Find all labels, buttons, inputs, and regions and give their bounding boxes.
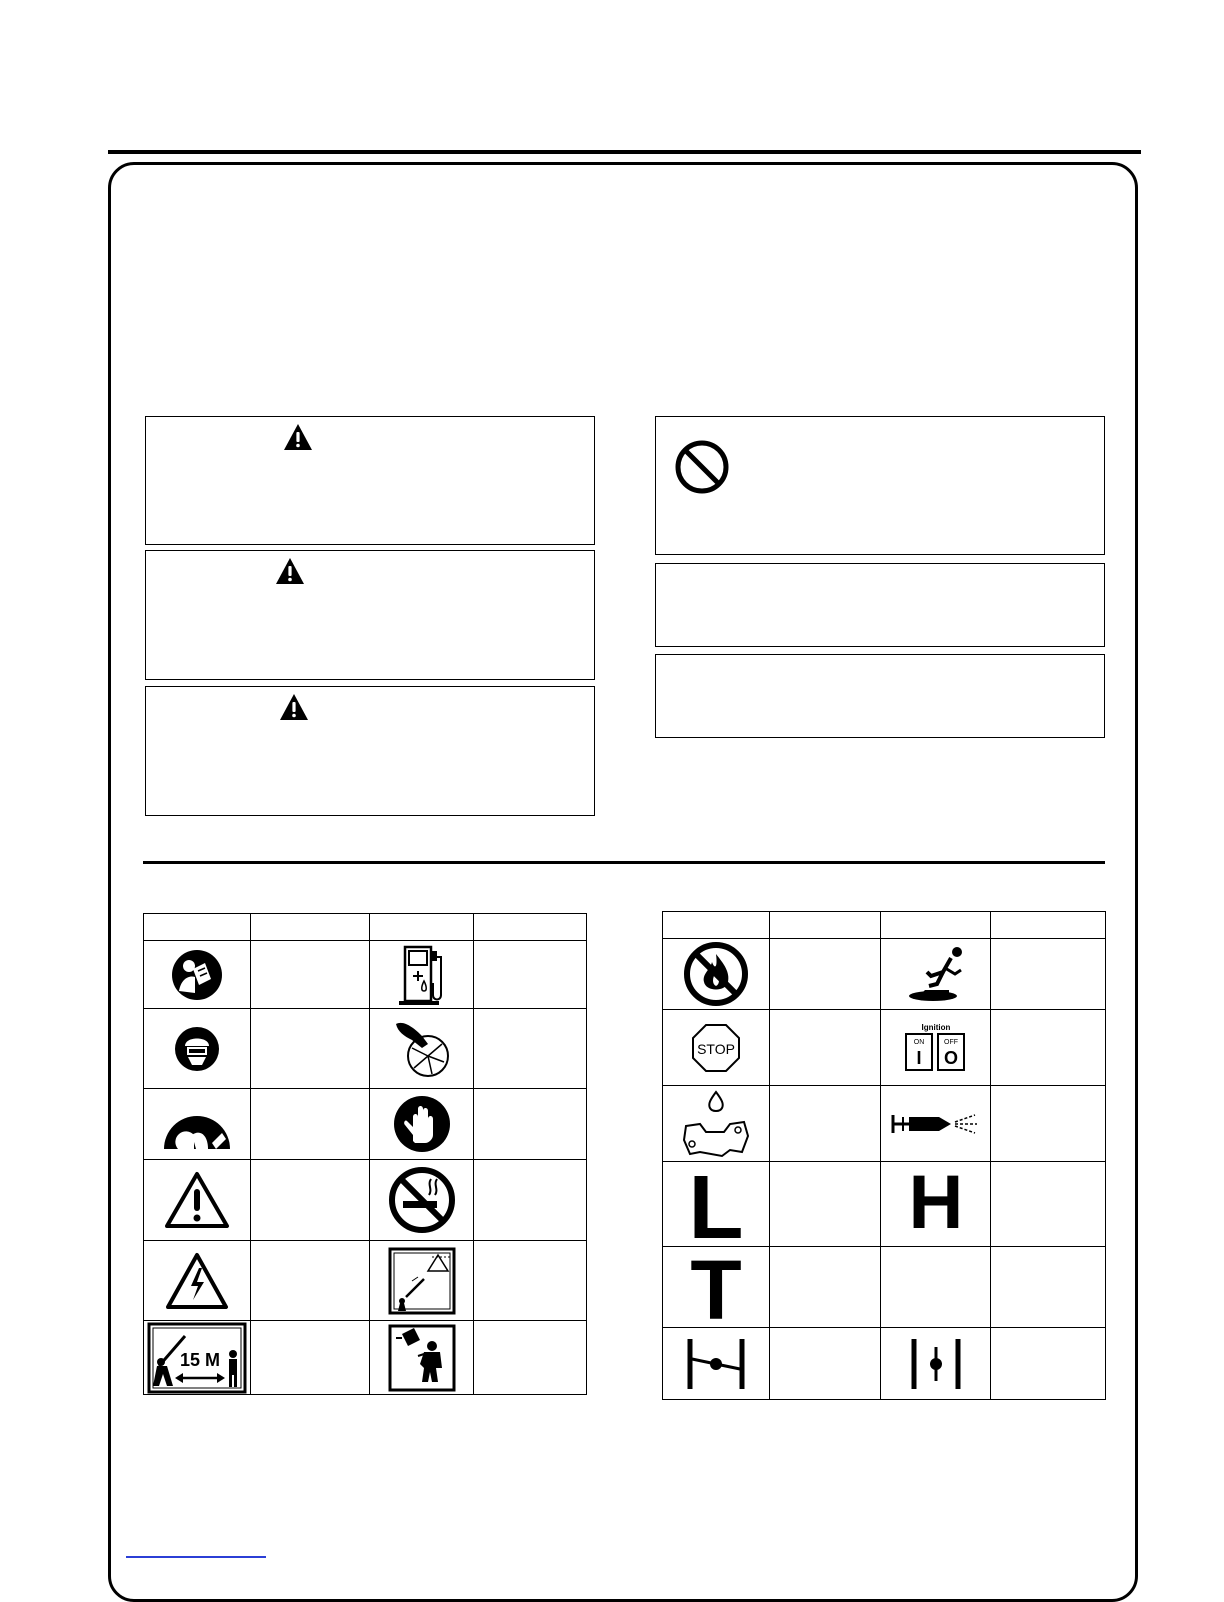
description-cell xyxy=(991,1086,1106,1162)
symbol-cell xyxy=(663,1086,770,1162)
description-cell xyxy=(474,1009,587,1089)
spray-overhead-icon xyxy=(388,1247,456,1315)
symbol-cell xyxy=(881,1010,991,1086)
prohibition-box xyxy=(655,416,1105,555)
header-cell xyxy=(370,914,474,941)
ignition-label: Ignition xyxy=(921,1022,950,1032)
symbol-cell xyxy=(144,1160,251,1241)
warning-triangle-icon xyxy=(279,693,309,721)
table-row xyxy=(663,1162,1106,1247)
description-cell xyxy=(770,1010,881,1086)
section-rule xyxy=(143,861,1105,864)
no-smoking-icon xyxy=(389,1167,455,1233)
symbol-cell xyxy=(663,1328,770,1400)
symbol-cell xyxy=(370,1009,474,1089)
description-cell xyxy=(251,941,370,1009)
gloves-icon xyxy=(393,1095,451,1153)
header-cell xyxy=(663,912,770,939)
table-row xyxy=(144,1321,587,1395)
description-cell xyxy=(474,1160,587,1241)
symbol-cell xyxy=(144,941,251,1009)
stop-label: STOP xyxy=(697,1040,735,1057)
table-row xyxy=(663,939,1106,1010)
symbol-cell xyxy=(881,1086,991,1162)
face-shield-icon xyxy=(174,1026,220,1072)
letter-t-icon xyxy=(686,1249,746,1325)
description-cell xyxy=(251,1089,370,1160)
letter-t-label: T xyxy=(690,1249,742,1325)
symbol-cell xyxy=(144,1009,251,1089)
description-cell xyxy=(991,1010,1106,1086)
link-underline[interactable] xyxy=(126,1556,266,1558)
falling-object-icon xyxy=(388,1324,456,1392)
description-cell xyxy=(770,1328,881,1400)
caution-box xyxy=(145,686,595,816)
fuel-pump-icon xyxy=(397,943,447,1007)
description-cell xyxy=(474,1321,587,1395)
description-cell xyxy=(474,1241,587,1321)
valve-open-icon xyxy=(904,1335,968,1393)
symbol-cell xyxy=(370,1321,474,1395)
letter-l-icon xyxy=(686,1164,746,1244)
symbol-cell xyxy=(370,941,474,1009)
description-cell xyxy=(770,939,881,1010)
symbol-cell xyxy=(663,1247,770,1328)
table-row xyxy=(144,941,587,1009)
symbol-cell xyxy=(370,1089,474,1160)
table-header-row xyxy=(663,912,1106,939)
description-cell xyxy=(474,941,587,1009)
hearing-protection-icon xyxy=(160,1095,234,1153)
symbol-cell xyxy=(144,1241,251,1321)
description-cell xyxy=(991,939,1106,1010)
description-cell xyxy=(770,1086,881,1162)
header-cell xyxy=(251,914,370,941)
off-label: OFF xyxy=(943,1038,958,1046)
symbol-cell xyxy=(881,1162,991,1247)
stop-sign-icon xyxy=(691,1023,741,1073)
slip-hazard-icon xyxy=(901,944,971,1004)
description-cell xyxy=(770,1162,881,1247)
description-cell xyxy=(251,1009,370,1089)
symbol-cell xyxy=(144,1089,251,1160)
empty-symbol-cell xyxy=(881,1247,991,1328)
ignition-switch-icon xyxy=(898,1022,974,1074)
letter-h-icon xyxy=(906,1164,966,1244)
header-cell xyxy=(991,912,1106,939)
on-label: ON xyxy=(913,1038,924,1046)
table-row xyxy=(144,1089,587,1160)
symbol-cell xyxy=(881,939,991,1010)
symbol-cell xyxy=(370,1241,474,1321)
symbol-cell xyxy=(144,1321,251,1395)
warning-triangle-icon xyxy=(283,423,313,451)
description-cell xyxy=(474,1089,587,1160)
valve-closed-icon xyxy=(684,1335,748,1393)
read-manual-icon xyxy=(171,949,223,1001)
on-symbol: I xyxy=(915,1047,922,1068)
table-row xyxy=(144,1241,587,1321)
warning-box xyxy=(145,550,595,680)
header-cell xyxy=(881,912,991,939)
oil-drop-engine-icon xyxy=(678,1090,754,1158)
rotating-parts-hand-icon xyxy=(392,1018,452,1080)
symbol-cell xyxy=(663,939,770,1010)
header-cell xyxy=(770,912,881,939)
table-row xyxy=(663,1247,1106,1328)
off-symbol: O xyxy=(943,1047,958,1068)
table-row xyxy=(663,1328,1106,1400)
table-row xyxy=(144,1009,587,1089)
warning-triangle-icon xyxy=(164,1171,230,1229)
no-open-flame-icon xyxy=(684,942,748,1006)
table-header-row xyxy=(144,914,587,941)
description-cell xyxy=(251,1241,370,1321)
description-cell xyxy=(991,1328,1106,1400)
table-row xyxy=(663,1086,1106,1162)
letter-l-label: L xyxy=(688,1164,744,1244)
injection-spray-icon xyxy=(889,1109,983,1139)
description-cell xyxy=(251,1160,370,1241)
top-rule xyxy=(108,150,1141,154)
symbols-table-right xyxy=(662,911,1106,1400)
notice-box xyxy=(655,654,1105,738)
description-cell xyxy=(251,1321,370,1395)
header-cell xyxy=(474,914,587,941)
table-row xyxy=(663,1010,1106,1086)
letter-h-label: H xyxy=(908,1164,963,1244)
note-box xyxy=(655,563,1105,647)
electric-hazard-icon xyxy=(165,1252,229,1310)
warning-triangle-icon xyxy=(275,557,305,585)
symbol-cell xyxy=(881,1328,991,1400)
description-cell xyxy=(991,1162,1106,1247)
table-row xyxy=(144,1160,587,1241)
symbol-cell xyxy=(663,1162,770,1247)
symbol-cell xyxy=(663,1010,770,1086)
distance-label: 15 M xyxy=(180,1349,221,1370)
description-cell xyxy=(991,1247,1106,1328)
symbol-cell xyxy=(370,1160,474,1241)
keep-15m-distance-icon xyxy=(147,1322,247,1394)
symbols-table-left xyxy=(143,913,587,1395)
danger-box xyxy=(145,416,595,545)
header-cell xyxy=(144,914,251,941)
description-cell xyxy=(770,1247,881,1328)
prohibition-icon xyxy=(674,439,730,495)
